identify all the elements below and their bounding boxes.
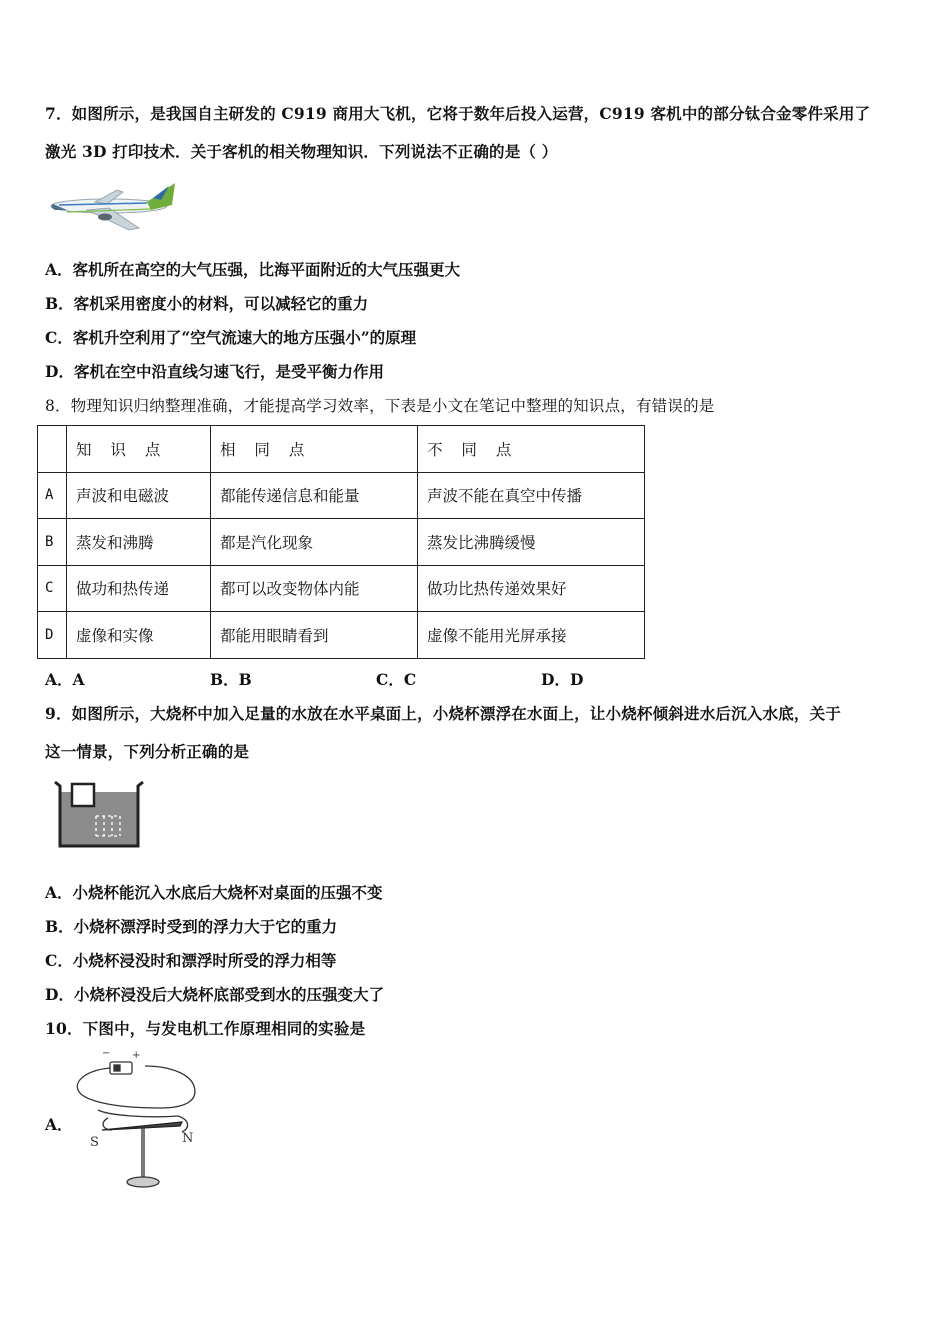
- q8-stem: 8．物理知识归纳整理准确，才能提高学习效率，下表是小文在笔记中整理的知识点，有错误的是: [45, 397, 715, 415]
- table-row: [38, 472, 645, 519]
- table-cell: 都能传递信息和能量: [211, 472, 418, 519]
- q10-stem: 10．下图中，与发电机工作原理相同的实验是: [45, 1019, 366, 1038]
- table-cell: 蒸发和沸腾: [67, 519, 211, 566]
- north-pole-label: N: [182, 1131, 194, 1146]
- negative-terminal-label: −: [102, 1048, 111, 1059]
- q7-stem-line1: 7．如图所示，是我国自主研发的 C919 商用大飞机，它将于数年后投入运营，C919 客机中的部分钛合金零件采用了: [45, 104, 871, 123]
- table-cell: D: [38, 612, 67, 659]
- q8-answer-b: B．B: [210, 670, 252, 689]
- table-header-cell: 相 同 点: [211, 426, 418, 473]
- table-cell: 都可以改变物体内能: [211, 565, 418, 612]
- q9-option-b: B．小烧杯漂浮时受到的浮力大于它的重力: [45, 917, 338, 936]
- table-cell: 虚像和实像: [67, 612, 211, 659]
- q8-answer-c: C．C: [376, 670, 417, 689]
- beaker-icon: [55, 782, 143, 846]
- table-cell: 做功比热传递效果好: [418, 565, 645, 612]
- table-cell: 做功和热传递: [67, 565, 211, 612]
- table-row: [38, 519, 645, 566]
- positive-terminal-label: +: [132, 1050, 141, 1061]
- q7-option-c: C．客机升空利用了“空气流速大的地方压强小”的原理: [45, 328, 417, 347]
- table-cell: 蒸发比沸腾缓慢: [418, 519, 645, 566]
- q8-answer-d: D．D: [541, 670, 584, 689]
- q7-option-b: B．客机采用密度小的材料，可以减轻它的重力: [45, 294, 369, 313]
- table-header-cell: 不 同 点: [418, 426, 645, 473]
- q7-stem-line2: 激光 3D 打印技术．关于客机的相关物理知识．下列说法不正确的是（ ）: [45, 142, 558, 161]
- table-header-row: [38, 426, 645, 473]
- q9-stem-line1: 9．如图所示，大烧杯中加入足量的水放在水平桌面上，小烧杯漂浮在水面上，让小烧杯倾斜进水后沉入水底，关于: [45, 704, 841, 723]
- airplane-icon: [51, 183, 175, 230]
- q9-option-a: A．小烧杯能沉入水底后大烧杯对桌面的压强不变: [45, 883, 383, 902]
- circuit-compass-icon: [77, 1062, 195, 1187]
- south-pole-label: S: [90, 1135, 99, 1150]
- table-cell: A: [38, 472, 67, 519]
- q8-answer-a: A．A: [45, 670, 85, 689]
- oersted-experiment-figure: [70, 1046, 210, 1192]
- table-cell: 都能用眼睛看到: [211, 612, 418, 659]
- table-cell: B: [38, 519, 67, 566]
- table-cell: 都是汽化现象: [211, 519, 418, 566]
- q9-option-c: C．小烧杯浸没时和漂浮时所受的浮力相等: [45, 951, 337, 970]
- table-cell: 声波不能在真空中传播: [418, 472, 645, 519]
- q7-option-d: D．客机在空中沿直线匀速飞行，是受平衡力作用: [45, 362, 384, 381]
- beaker-figure: [50, 778, 146, 850]
- table-header-cell: [38, 426, 67, 473]
- table-row: [38, 565, 645, 612]
- table-header-cell: 知 识 点: [67, 426, 211, 473]
- knowledge-table: [37, 425, 645, 659]
- airplane-image: [47, 180, 179, 234]
- table-cell: C: [38, 565, 67, 612]
- q10-option-a-label: A．: [45, 1115, 73, 1134]
- table-row: [38, 612, 645, 659]
- q7-option-a: A．客机所在高空的大气压强，比海平面附近的大气压强更大: [45, 260, 461, 279]
- q9-stem-line2: 这一情景，下列分析正确的是: [45, 742, 250, 761]
- q9-option-d: D．小烧杯浸没后大烧杯底部受到水的压强变大了: [45, 985, 384, 1004]
- table-cell: 虚像不能用光屏承接: [418, 612, 645, 659]
- table-cell: 声波和电磁波: [67, 472, 211, 519]
